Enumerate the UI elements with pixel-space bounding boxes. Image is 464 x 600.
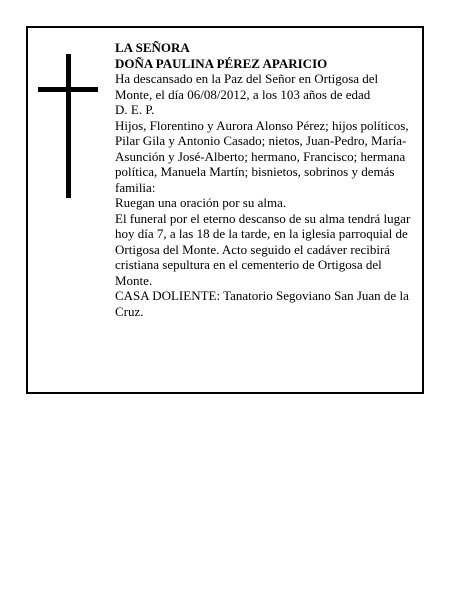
funeral-details: El funeral por el eterno descanso de su alma tendrá lugar hoy día 7, a las 18 de la tarde, en la iglesia parroquial de Ortigosa del Monte. Acto seguido el cadáver recibirá cristiana sepultura en el cementerio de Ortigosa del Monte. bbox=[115, 210, 411, 288]
casa-doliente: CASA DOLIENTE: Tanatorio Segoviano San Juan de la Cruz. bbox=[115, 288, 409, 319]
cross-vertical-bar bbox=[66, 54, 71, 198]
prayer-request: Ruegan una oración por su alma. bbox=[115, 195, 287, 210]
cross-horizontal-bar bbox=[38, 87, 98, 92]
notice-title: LA SEÑORA bbox=[115, 40, 190, 55]
notice-text bbox=[115, 40, 417, 319]
death-info: Ha descansado en la Paz del Señor en Ortigosa del Monte, el día 06/08/2012, a los 103 años de edad bbox=[115, 71, 379, 102]
rip-line: D. E. P. bbox=[115, 102, 155, 117]
cross-icon bbox=[38, 54, 98, 198]
deceased-name: DOÑA PAULINA PÉREZ APARICIO bbox=[115, 55, 328, 71]
obituary-notice bbox=[26, 26, 424, 394]
family-list: Hijos, Florentino y Aurora Alonso Pérez; hijos políticos, Pilar Gila y Antonio Casado; nietos, Juan-Pedro, María-Asunción y José-Alberto; hermano, Francisco; hermana política, Manuela Martín; bisnietos, sobrinos y demás familia: bbox=[115, 117, 409, 195]
